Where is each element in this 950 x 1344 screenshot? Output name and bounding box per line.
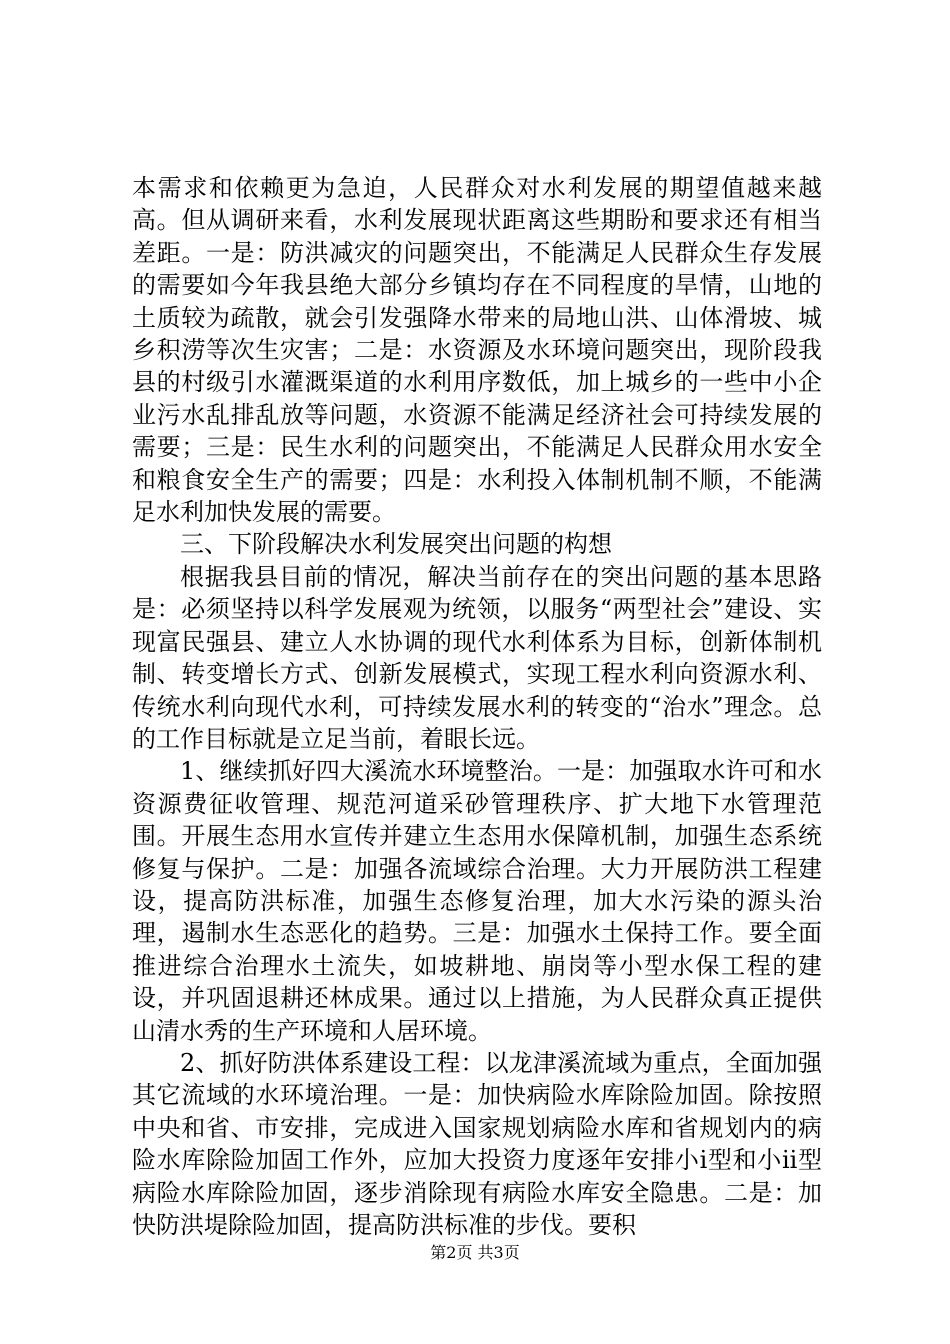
paragraph-item-2: 2、抓好防洪体系建设工程：以龙津溪流域为重点，全面加强其它流域的水环境治理。一是：加快病险水库除险加固。除按照中央和省、市安排，完成进入国家规划病险水库和省规划内的病险水库除险加固工作外，应加大投资力度逐年安排小i型和小ii型病险水库除险加固，逐步消除现有病险水库安全隐患。二是：加快防洪堤除险加固，提高防洪标准的步伐。要积 xyxy=(132,1048,822,1239)
paragraph-water-issues: 本需求和依赖更为急迫，人民群众对水利发展的期望值越来越高。但从调研来看，水利发展现状距离这些期盼和要求还有相当差距。一是：防洪减灾的问题突出，不能满足人民群众生存发展的需要如今年我县绝大部分乡镇均存在不同程度的旱情，山地的土质较为疏散，就会引发强降水带来的局地山洪、山体滑坡、城乡积涝等次生灾害；二是：水资源及水环境问题突出，现阶段我县的村级引水灌溉渠道的水利用序数低，加上城乡的一些中小企业污水乱排乱放等问题，水资源不能满足经济社会可持续发展的需要；三是：民生水利的问题突出，不能满足人民群众用水安全和粮食安全生产的需要；四是：水利投入体制机制不顺，不能满足水利加快发展的需要。 xyxy=(132,174,822,527)
page-footer: 第2页 共3页 xyxy=(430,1243,520,1262)
section-heading-3: 三、下阶段解决水利发展突出问题的构想 xyxy=(180,530,612,559)
paragraph-item-1: 1、继续抓好四大溪流水环境整治。一是：加强取水许可和水资源费征收管理、规范河道采砂管理秩序、扩大地下水管理范围。开展生态用水宣传并建立生态用水保障机制，加强生态系统修复与保护。二是：加强各流域综合治理。大力开展防洪工程建设，提高防洪标准，加强生态修复治理，加大水污染的源头治理，遏制水生态恶化的趋势。三是：加强水土保持工作。要全面推进综合治理水土流失，如坡耕地、崩岗等小型水保工程的建设，并巩固退耕还林成果。通过以上措施，为人民群众真正提供山清水秀的生产环境和人居环境。 xyxy=(132,757,822,1045)
document-body xyxy=(132,172,822,1241)
paragraph-basic-approach: 根据我县目前的情况，解决当前存在的突出问题的基本思路是：必须坚持以科学发展观为统领，以服务“两型社会”建设、实现富民强县、建立人水协调的现代水利体系为目标，创新体制机制、转变增长方式、创新发展模式，实现工程水利向资源水利、传统水利向现代水利，可持续发展水利的转变的“治水”理念。总的工作目标就是立足当前，着眼长远。 xyxy=(132,562,822,753)
